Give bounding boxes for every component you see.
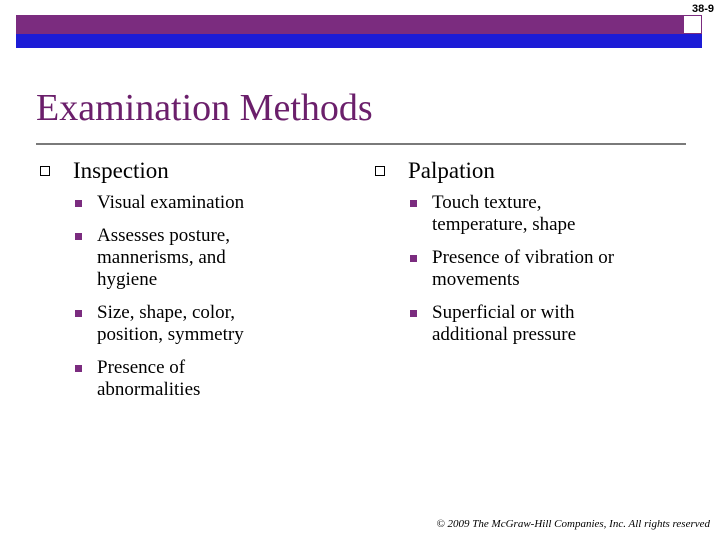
square-bullet-icon <box>410 200 417 207</box>
column-heading-inspection <box>40 158 340 184</box>
list-item <box>75 225 340 291</box>
hollow-square-bullet-icon <box>375 166 385 176</box>
banner-accent-square <box>683 15 702 34</box>
list-item <box>410 302 695 346</box>
hollow-square-bullet-icon <box>40 166 50 176</box>
list-item-text: Assesses posture, mannerisms, and hygiene <box>97 225 230 290</box>
list-item-text: Presence of abnormalities <box>97 357 201 400</box>
list-item-text: Size, shape, color, position, symmetry <box>97 302 244 345</box>
square-bullet-icon <box>75 233 82 240</box>
list-item <box>410 192 695 236</box>
square-bullet-icon <box>75 365 82 372</box>
square-bullet-icon <box>410 255 417 262</box>
list-item-text: Visual examination <box>97 192 245 213</box>
slide-title: Examination Methods <box>36 87 373 129</box>
column-heading-label: Palpation <box>408 158 495 183</box>
column-heading-palpation <box>375 158 695 184</box>
banner-accent-square-blue <box>683 34 702 48</box>
inspection-list <box>75 192 340 401</box>
palpation-list <box>410 192 695 346</box>
square-bullet-icon <box>410 310 417 317</box>
list-item-text: Touch texture, temperature, shape <box>432 192 576 235</box>
list-item <box>410 247 695 291</box>
column-palpation <box>375 158 695 357</box>
square-bullet-icon <box>75 310 82 317</box>
column-heading-label: Inspection <box>73 158 169 183</box>
top-banner-purple <box>16 15 702 34</box>
slide-number: 38-9 <box>691 3 714 15</box>
copyright-footer: © 2009 The McGraw-Hill Companies, Inc. All rights reserved <box>436 518 710 530</box>
list-item <box>75 192 340 214</box>
column-inspection <box>40 158 340 412</box>
list-item <box>75 302 340 346</box>
list-item-text: Superficial or with additional pressure <box>432 302 577 345</box>
list-item-text: Presence of vibration or movements <box>432 247 615 290</box>
list-item <box>75 357 340 401</box>
title-divider <box>36 143 686 145</box>
top-banner-blue <box>16 34 702 48</box>
square-bullet-icon <box>75 200 82 207</box>
